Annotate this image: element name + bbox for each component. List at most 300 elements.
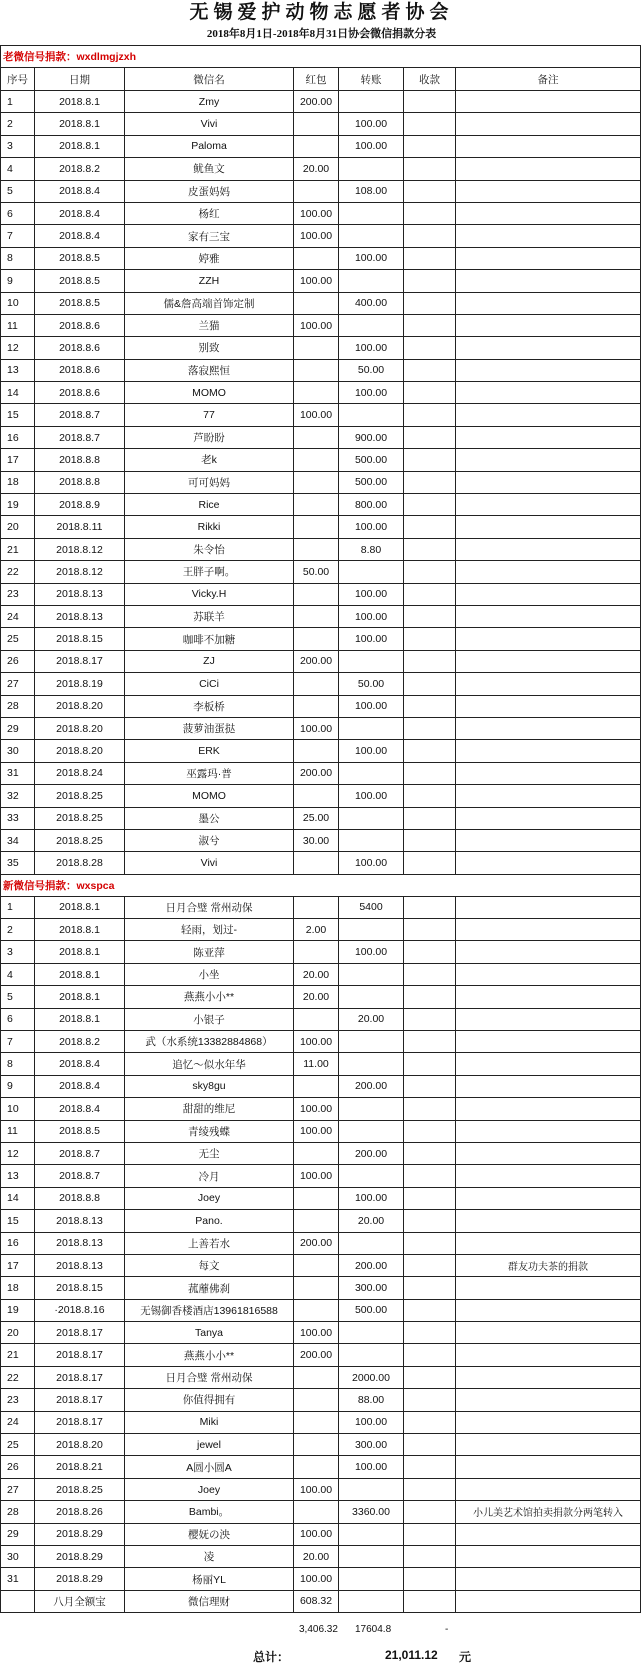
- row-date: 2018.8.13: [35, 1210, 125, 1232]
- row-wechat-name: 无锡御香楼酒店13961816588: [125, 1299, 294, 1321]
- row-receipt: [404, 1344, 456, 1366]
- column-header-transfer: 转账: [339, 68, 404, 91]
- row-date: 2018.8.20: [35, 717, 125, 739]
- row-note: [456, 426, 641, 448]
- table-row: [1, 1299, 641, 1321]
- row-hongbao: 100.00: [294, 1322, 339, 1344]
- row-note: [456, 1232, 641, 1254]
- row-receipt: [404, 337, 456, 359]
- row-hongbao: [294, 583, 339, 605]
- row-date: ·2018.8.16: [35, 1299, 125, 1321]
- table-row: [1, 180, 641, 202]
- row-date: 2018.8.8: [35, 449, 125, 471]
- row-hongbao: [294, 1434, 339, 1456]
- row-note: [456, 1478, 641, 1500]
- row-transfer: 900.00: [339, 426, 404, 448]
- row-number: 22: [1, 561, 35, 583]
- row-receipt: [404, 1366, 456, 1388]
- row-hongbao: 100.00: [294, 225, 339, 247]
- row-number: 11: [1, 314, 35, 336]
- row-wechat-name: 日月合璧 常州动保: [125, 896, 294, 918]
- row-transfer: [339, 807, 404, 829]
- row-note: [456, 337, 641, 359]
- row-wechat-name: 每文: [125, 1254, 294, 1276]
- row-wechat-name: A圆小圆A: [125, 1456, 294, 1478]
- table-row: [1, 919, 641, 941]
- row-wechat-name: 可可妈妈: [125, 471, 294, 493]
- column-header-date: 日期: [35, 68, 125, 91]
- row-date: 2018.8.7: [35, 404, 125, 426]
- row-hongbao: [294, 1254, 339, 1276]
- row-number: 21: [1, 1344, 35, 1366]
- row-receipt: [404, 1411, 456, 1433]
- row-hongbao: [294, 180, 339, 202]
- row-number: 12: [1, 337, 35, 359]
- row-note: [456, 1299, 641, 1321]
- row-date: 2018.8.1: [35, 91, 125, 113]
- row-date: 2018.8.11: [35, 516, 125, 538]
- row-receipt: [404, 941, 456, 963]
- row-hongbao: [294, 494, 339, 516]
- row-date: 2018.8.4: [35, 202, 125, 224]
- row-transfer: [339, 829, 404, 851]
- row-wechat-name: 鱿鱼文: [125, 158, 294, 180]
- row-receipt: [404, 225, 456, 247]
- row-number: 21: [1, 538, 35, 560]
- row-transfer: [339, 91, 404, 113]
- row-wechat-name: 青绫残蝶: [125, 1120, 294, 1142]
- row-note: [456, 1210, 641, 1232]
- row-wechat-name: Vicky.H: [125, 583, 294, 605]
- row-number: 23: [1, 1389, 35, 1411]
- row-transfer: [339, 762, 404, 784]
- row-number: 10: [1, 1098, 35, 1120]
- table-row: [1, 1434, 641, 1456]
- row-note: 群友功夫茶的捐款: [456, 1254, 641, 1276]
- row-wechat-name: Zmy: [125, 91, 294, 113]
- row-note: [456, 359, 641, 381]
- row-receipt: [404, 1434, 456, 1456]
- row-wechat-name: 燕燕小小**: [125, 1344, 294, 1366]
- row-wechat-name: 芦盼盼: [125, 426, 294, 448]
- row-wechat-name: Joey: [125, 1187, 294, 1209]
- row-number: 23: [1, 583, 35, 605]
- row-date: 2018.8.24: [35, 762, 125, 784]
- row-transfer: 100.00: [339, 247, 404, 269]
- row-note: [456, 1053, 641, 1075]
- table-row: [1, 695, 641, 717]
- table-row: [1, 941, 641, 963]
- table-row: [1, 807, 641, 829]
- table-row: [1, 1344, 641, 1366]
- row-transfer: [339, 1478, 404, 1500]
- row-number: 29: [1, 1523, 35, 1545]
- table-row: [1, 1478, 641, 1500]
- row-wechat-name: Tanya: [125, 1322, 294, 1344]
- row-transfer: [339, 1322, 404, 1344]
- row-transfer: 5400: [339, 896, 404, 918]
- row-hongbao: [294, 1389, 339, 1411]
- row-transfer: 100.00: [339, 1411, 404, 1433]
- table-row: [1, 471, 641, 493]
- column-header-wechat-name: 微信名: [125, 68, 294, 91]
- row-date: 2018.8.28: [35, 852, 125, 874]
- table-row: [1, 135, 641, 157]
- table-row: [1, 583, 641, 605]
- row-date: 2018.8.21: [35, 1456, 125, 1478]
- row-transfer: [339, 1344, 404, 1366]
- row-hongbao: [294, 1299, 339, 1321]
- row-hongbao: 608.32: [294, 1590, 339, 1612]
- row-date: 2018.8.17: [35, 650, 125, 672]
- row-hongbao: [294, 1366, 339, 1388]
- row-hongbao: [294, 628, 339, 650]
- row-wechat-name: 轻雨，划过-: [125, 919, 294, 941]
- row-hongbao: 100.00: [294, 1031, 339, 1053]
- table-row: [1, 516, 641, 538]
- row-transfer: 100.00: [339, 113, 404, 135]
- donation-table: [0, 45, 641, 1613]
- row-number: 33: [1, 807, 35, 829]
- row-transfer: [339, 561, 404, 583]
- table-row: [1, 762, 641, 784]
- row-number: 29: [1, 717, 35, 739]
- table-row: [1, 650, 641, 672]
- row-wechat-name: sky8gu: [125, 1075, 294, 1097]
- row-receipt: [404, 1031, 456, 1053]
- row-receipt: [404, 1187, 456, 1209]
- row-date: 2018.8.5: [35, 247, 125, 269]
- row-wechat-name: Joey: [125, 1478, 294, 1500]
- row-date: 2018.8.13: [35, 1232, 125, 1254]
- row-transfer: 200.00: [339, 1142, 404, 1164]
- row-note: [456, 1568, 641, 1590]
- table-row: [1, 1232, 641, 1254]
- row-number: 24: [1, 1411, 35, 1433]
- row-transfer: 500.00: [339, 1299, 404, 1321]
- row-hongbao: [294, 852, 339, 874]
- row-note: [456, 740, 641, 762]
- row-hongbao: 200.00: [294, 650, 339, 672]
- row-transfer: 200.00: [339, 1254, 404, 1276]
- row-receipt: [404, 1165, 456, 1187]
- row-date: 2018.8.15: [35, 628, 125, 650]
- row-date: 2018.8.25: [35, 829, 125, 851]
- table-row: [1, 494, 641, 516]
- row-hongbao: [294, 1501, 339, 1523]
- row-number: 12: [1, 1142, 35, 1164]
- row-transfer: [339, 1031, 404, 1053]
- row-number: 32: [1, 785, 35, 807]
- row-hongbao: 100.00: [294, 202, 339, 224]
- row-transfer: [339, 1590, 404, 1612]
- row-number: 28: [1, 695, 35, 717]
- row-wechat-name: CiCi: [125, 673, 294, 695]
- row-note: [456, 1389, 641, 1411]
- table-row: [1, 1120, 641, 1142]
- table-row: [1, 449, 641, 471]
- table-row: [1, 113, 641, 135]
- row-transfer: 300.00: [339, 1434, 404, 1456]
- row-note: [456, 1411, 641, 1433]
- row-number: 10: [1, 292, 35, 314]
- row-receipt: [404, 1546, 456, 1568]
- row-hongbao: 20.00: [294, 158, 339, 180]
- table-row: [1, 1322, 641, 1344]
- row-receipt: [404, 650, 456, 672]
- row-note: [456, 91, 641, 113]
- row-hongbao: 100.00: [294, 404, 339, 426]
- row-number: 26: [1, 650, 35, 672]
- row-number: 16: [1, 426, 35, 448]
- table-row: [1, 717, 641, 739]
- row-receipt: [404, 270, 456, 292]
- row-note: [456, 1120, 641, 1142]
- row-receipt: [404, 202, 456, 224]
- row-date: 2018.8.20: [35, 1434, 125, 1456]
- column-header-note: 备注: [456, 68, 641, 91]
- row-receipt: [404, 91, 456, 113]
- row-receipt: [404, 919, 456, 941]
- row-wechat-name: 皮蛋妈妈: [125, 180, 294, 202]
- row-number: 1: [1, 896, 35, 918]
- row-hongbao: 100.00: [294, 1523, 339, 1545]
- row-date: 2018.8.1: [35, 963, 125, 985]
- column-header-no: 序号: [1, 68, 35, 91]
- row-receipt: [404, 1523, 456, 1545]
- row-note: [456, 135, 641, 157]
- row-date: 2018.8.25: [35, 785, 125, 807]
- row-date: 2018.8.5: [35, 270, 125, 292]
- row-date: 2018.8.17: [35, 1389, 125, 1411]
- row-wechat-name: 小银子: [125, 1008, 294, 1030]
- row-transfer: 8.80: [339, 538, 404, 560]
- table-row: [1, 538, 641, 560]
- row-date: 2018.8.1: [35, 919, 125, 941]
- row-hongbao: [294, 1210, 339, 1232]
- row-note: [456, 247, 641, 269]
- row-date: 2018.8.2: [35, 158, 125, 180]
- row-wechat-name: 凌: [125, 1546, 294, 1568]
- row-number: 8: [1, 1053, 35, 1075]
- row-hongbao: 100.00: [294, 314, 339, 336]
- row-hongbao: [294, 113, 339, 135]
- row-number: 27: [1, 673, 35, 695]
- row-receipt: [404, 1299, 456, 1321]
- row-date: 2018.8.5: [35, 292, 125, 314]
- row-receipt: [404, 1210, 456, 1232]
- row-receipt: [404, 807, 456, 829]
- page-title: 无锡爱护动物志愿者协会: [189, 2, 454, 23]
- table-row: [1, 1053, 641, 1075]
- row-wechat-name: Rikki: [125, 516, 294, 538]
- row-wechat-name: jewel: [125, 1434, 294, 1456]
- row-date: 2018.8.15: [35, 1277, 125, 1299]
- row-note: [456, 158, 641, 180]
- row-date: 2018.8.1: [35, 896, 125, 918]
- table-row: [1, 852, 641, 874]
- row-wechat-name: Vivi: [125, 113, 294, 135]
- row-hongbao: [294, 1277, 339, 1299]
- table-row: [1, 1590, 641, 1612]
- row-receipt: [404, 785, 456, 807]
- table-row: [1, 1411, 641, 1433]
- row-date: 2018.8.1: [35, 135, 125, 157]
- row-transfer: 88.00: [339, 1389, 404, 1411]
- row-number: 4: [1, 158, 35, 180]
- row-receipt: [404, 359, 456, 381]
- hongbao-sum: 3,406.32: [299, 1624, 338, 1635]
- row-note: [456, 1075, 641, 1097]
- row-note: [456, 1456, 641, 1478]
- row-transfer: [339, 1053, 404, 1075]
- row-wechat-name: 微信理财: [125, 1590, 294, 1612]
- row-wechat-name: ZZH: [125, 270, 294, 292]
- row-receipt: [404, 113, 456, 135]
- row-receipt: [404, 605, 456, 627]
- row-transfer: [339, 202, 404, 224]
- row-receipt: [404, 1478, 456, 1500]
- row-hongbao: [294, 785, 339, 807]
- row-transfer: [339, 1568, 404, 1590]
- row-note: [456, 1590, 641, 1612]
- row-receipt: [404, 1590, 456, 1612]
- row-date: 2018.8.26: [35, 1501, 125, 1523]
- row-date: 2018.8.25: [35, 807, 125, 829]
- row-transfer: [339, 717, 404, 739]
- row-transfer: [339, 650, 404, 672]
- row-number: 15: [1, 404, 35, 426]
- row-transfer: 20.00: [339, 1210, 404, 1232]
- row-receipt: [404, 1098, 456, 1120]
- table-row: [1, 1546, 641, 1568]
- row-receipt: [404, 538, 456, 560]
- row-transfer: [339, 158, 404, 180]
- row-number: 3: [1, 135, 35, 157]
- row-date: 2018.8.8: [35, 1187, 125, 1209]
- table-row: [1, 963, 641, 985]
- row-wechat-name: MOMO: [125, 785, 294, 807]
- row-date: 2018.8.4: [35, 1075, 125, 1097]
- row-number: 2: [1, 113, 35, 135]
- row-date: 2018.8.1: [35, 986, 125, 1008]
- row-wechat-name: Pano.: [125, 1210, 294, 1232]
- row-number: 18: [1, 471, 35, 493]
- row-date: 2018.8.13: [35, 583, 125, 605]
- row-hongbao: [294, 1008, 339, 1030]
- row-note: [456, 986, 641, 1008]
- row-receipt: [404, 471, 456, 493]
- row-date: 2018.8.12: [35, 561, 125, 583]
- row-hongbao: [294, 896, 339, 918]
- row-wechat-name: 冷月: [125, 1165, 294, 1187]
- table-row: [1, 628, 641, 650]
- row-receipt: [404, 314, 456, 336]
- row-receipt: [404, 1254, 456, 1276]
- row-number: 34: [1, 829, 35, 851]
- row-transfer: [339, 1120, 404, 1142]
- row-hongbao: 25.00: [294, 807, 339, 829]
- row-hongbao: 20.00: [294, 963, 339, 985]
- row-receipt: [404, 1053, 456, 1075]
- row-number: 9: [1, 1075, 35, 1097]
- row-note: [456, 1366, 641, 1388]
- row-number: 22: [1, 1366, 35, 1388]
- row-wechat-name: 陈亚萍: [125, 941, 294, 963]
- row-note: [456, 762, 641, 784]
- row-number: 14: [1, 382, 35, 404]
- total-value: 21,011.12: [385, 1648, 438, 1662]
- row-transfer: 50.00: [339, 673, 404, 695]
- row-receipt: [404, 494, 456, 516]
- row-number: 35: [1, 852, 35, 874]
- row-date: 2018.8.12: [35, 538, 125, 560]
- row-date: 2018.8.1: [35, 113, 125, 135]
- row-date: 2018.8.7: [35, 426, 125, 448]
- row-hongbao: 100.00: [294, 270, 339, 292]
- row-receipt: [404, 1277, 456, 1299]
- table-row: [1, 740, 641, 762]
- row-hongbao: [294, 605, 339, 627]
- row-number: 4: [1, 963, 35, 985]
- row-receipt: [404, 449, 456, 471]
- summary-footer: [0, 1623, 643, 1673]
- row-date: 2018.8.29: [35, 1546, 125, 1568]
- row-hongbao: [294, 426, 339, 448]
- row-note: [456, 583, 641, 605]
- row-wechat-name: 上善若水: [125, 1232, 294, 1254]
- row-hongbao: 11.00: [294, 1053, 339, 1075]
- row-number: 20: [1, 516, 35, 538]
- row-receipt: [404, 1456, 456, 1478]
- row-number: 9: [1, 270, 35, 292]
- row-transfer: 2000.00: [339, 1366, 404, 1388]
- row-number: 5: [1, 180, 35, 202]
- old-section-label: 老微信号捐款：wxdlmgjzxh: [1, 46, 641, 68]
- row-number: 30: [1, 1546, 35, 1568]
- row-hongbao: 30.00: [294, 829, 339, 851]
- row-receipt: [404, 382, 456, 404]
- row-wechat-name: 王胖子啊。: [125, 561, 294, 583]
- table-row: [1, 426, 641, 448]
- row-note: [456, 852, 641, 874]
- row-note: [456, 785, 641, 807]
- row-receipt: [404, 1120, 456, 1142]
- row-note: [456, 225, 641, 247]
- row-wechat-name: 杨丽YL: [125, 1568, 294, 1590]
- row-note: [456, 494, 641, 516]
- row-wechat-name: Vivi: [125, 852, 294, 874]
- row-number: 7: [1, 225, 35, 247]
- row-date: 2018.8.6: [35, 359, 125, 381]
- row-hongbao: [294, 247, 339, 269]
- row-number: 6: [1, 1008, 35, 1030]
- row-number: 13: [1, 359, 35, 381]
- table-row: [1, 314, 641, 336]
- row-number: 19: [1, 1299, 35, 1321]
- row-date: 2018.8.8: [35, 471, 125, 493]
- row-date: 2018.8.5: [35, 1120, 125, 1142]
- row-hongbao: 100.00: [294, 1120, 339, 1142]
- table-row: [1, 202, 641, 224]
- row-receipt: [404, 292, 456, 314]
- row-date: 2018.8.4: [35, 1098, 125, 1120]
- row-wechat-name: 燕燕小小**: [125, 986, 294, 1008]
- row-transfer: [339, 270, 404, 292]
- row-receipt: [404, 158, 456, 180]
- row-number: 11: [1, 1120, 35, 1142]
- row-hongbao: [294, 673, 339, 695]
